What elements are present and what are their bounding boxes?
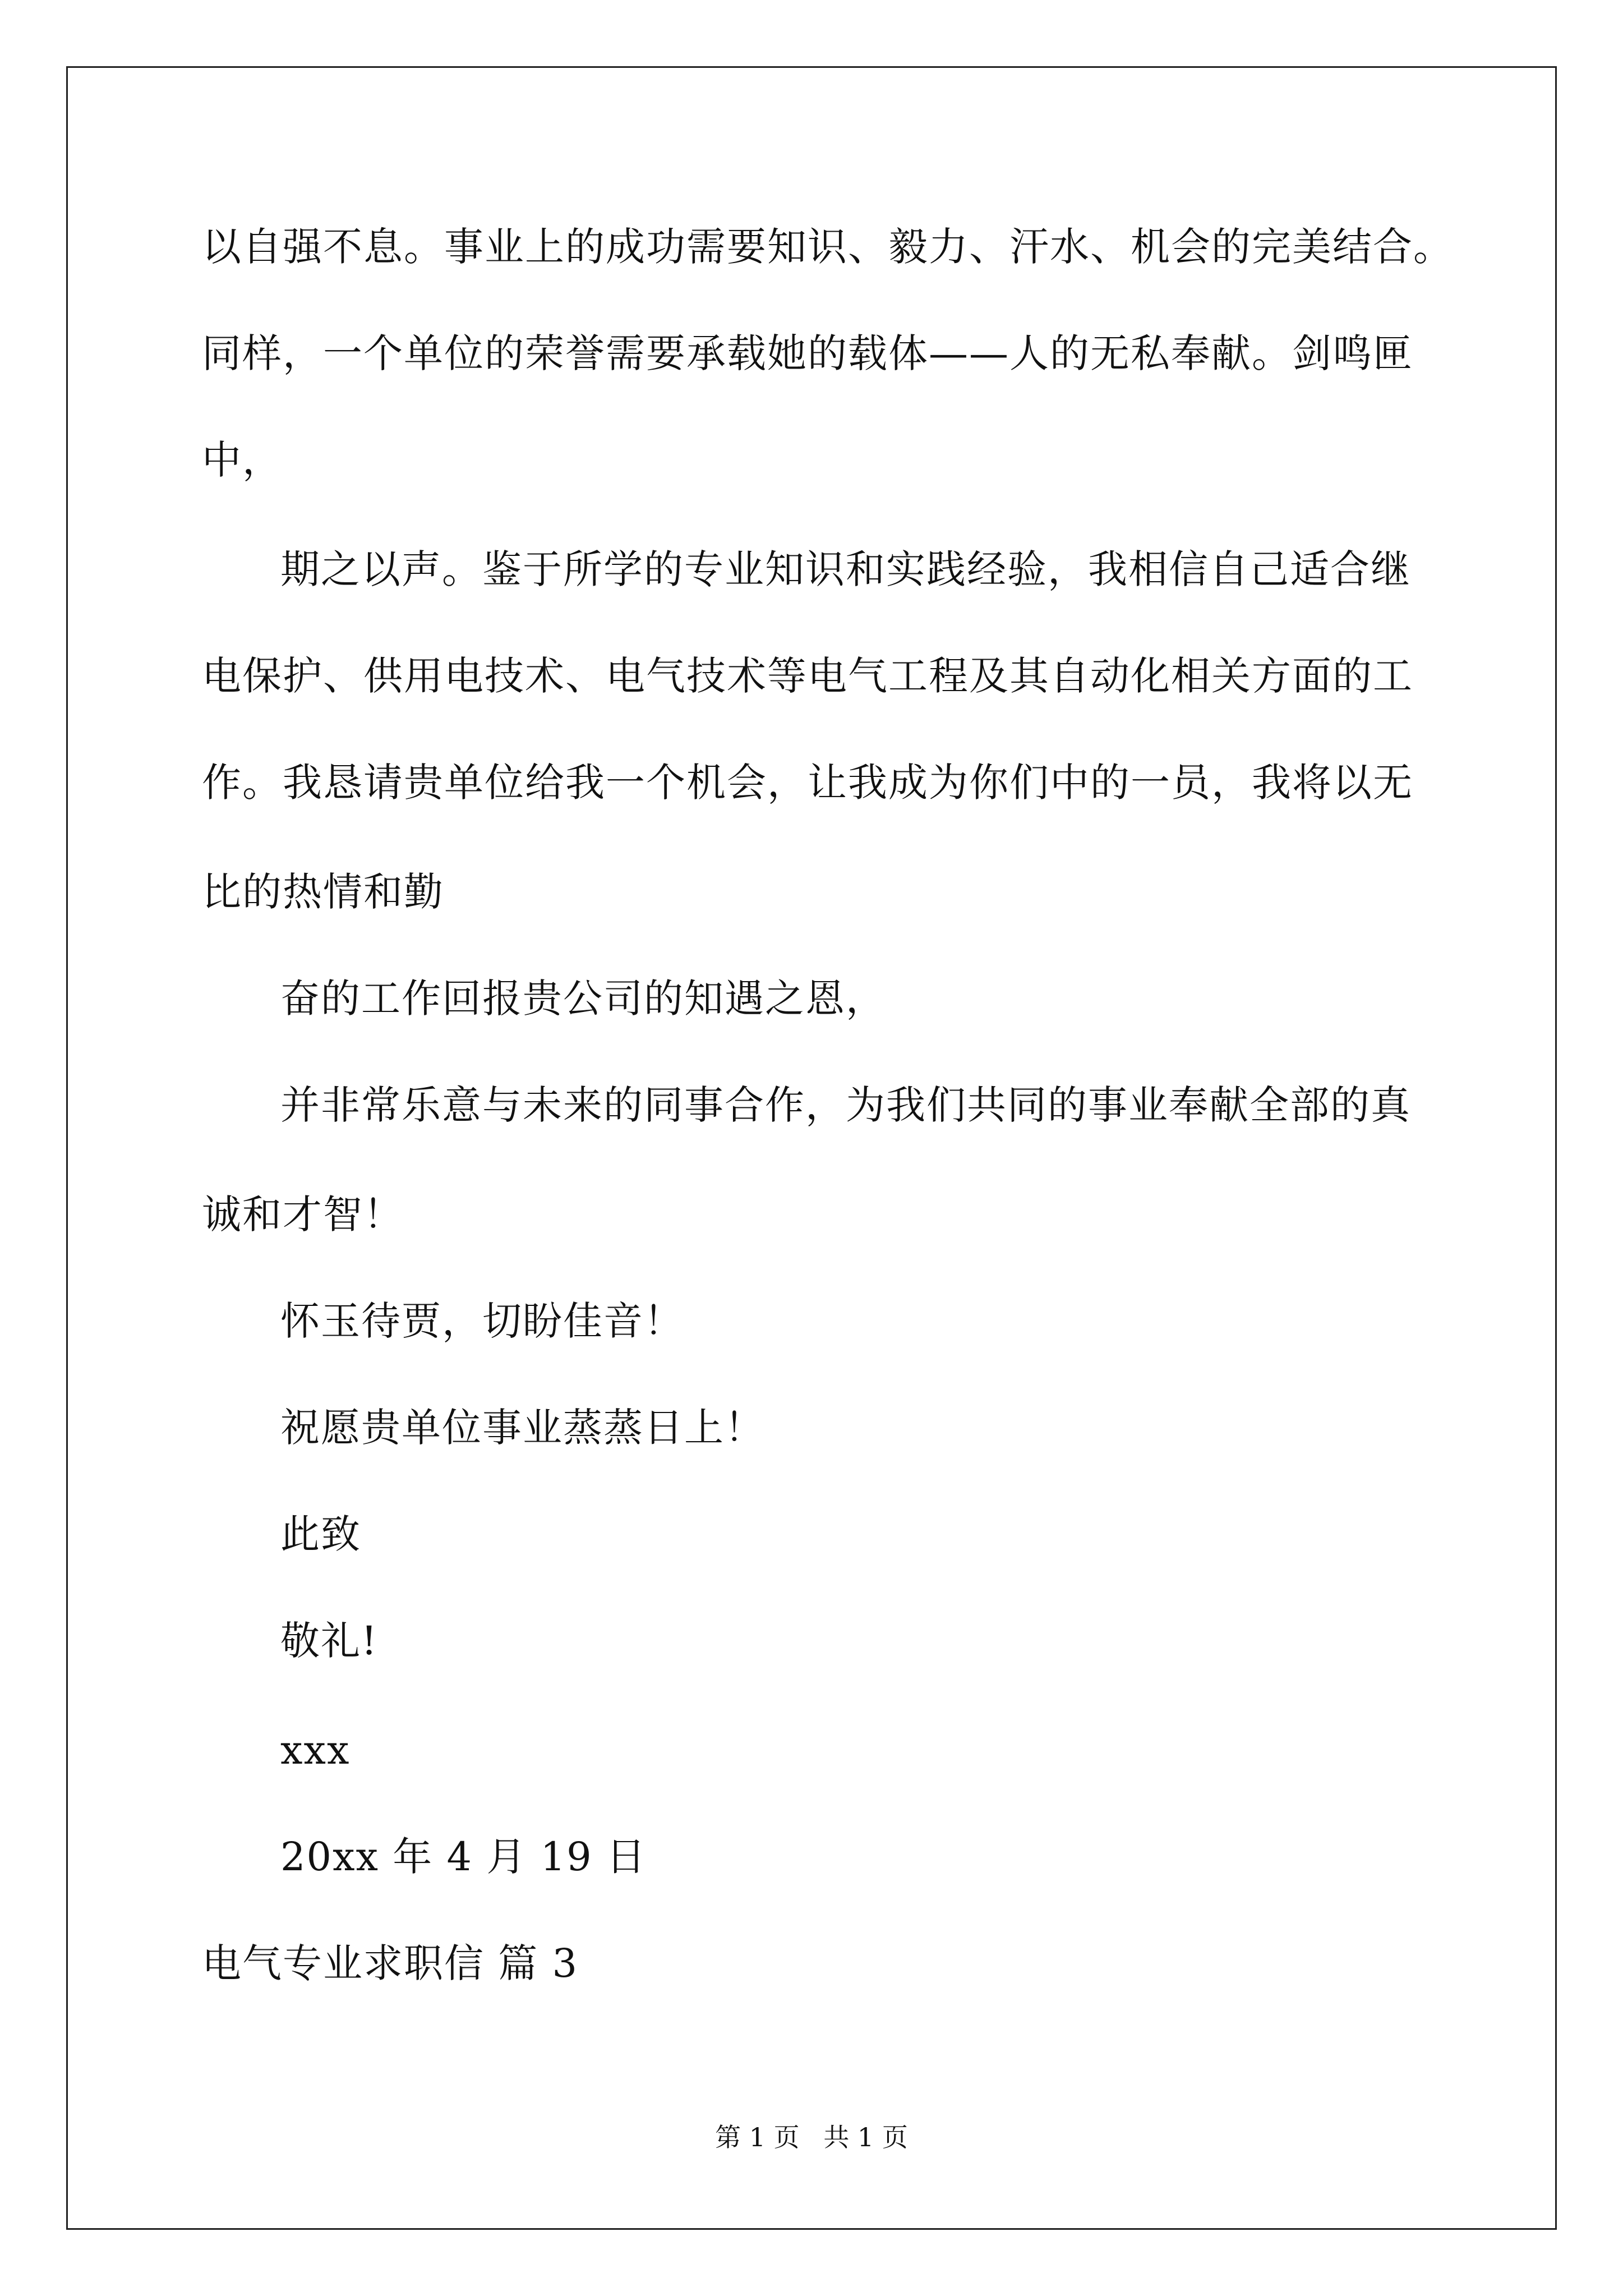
page-border [66,66,1557,2230]
page-number-current: 第 1 页 [715,2122,800,2152]
body-line: 中， [202,437,283,483]
body-line: 奋的工作回报贵公司的知遇之恩， [280,976,886,1022]
body-line: 比的热情和勤 [202,869,444,915]
signature-name: xxx [280,1727,351,1773]
body-line: 怀玉待贾，切盼佳音！ [280,1298,684,1344]
body-line: 电保护、供用电技术、电气技术等电气工程及其自动化相关方面的工 [202,653,1413,699]
body-line: 作。我恳请贵单位给我一个机会，让我成为你们中的一员，我将以无 [202,760,1413,806]
body-line: 同样，一个单位的荣誉需要承载她的载体——人的无私奉献。剑鸣匣 [202,330,1413,376]
body-line: 诚和才智！ [202,1191,404,1237]
salutation-line: 此致 [280,1511,361,1557]
body-line: 以自强不息。事业上的成功需要知识、毅力、汗水、机会的完美结合。 [202,224,1454,270]
body-line: 并非常乐意与未来的同事合作，为我们共同的事业奉献全部的真 [280,1082,1411,1128]
page-footer [0,2120,1623,2154]
page-number-total: 共 1 页 [823,2122,908,2152]
body-line: 期之以声。鉴于所学的专业知识和实践经验，我相信自己适合继 [280,546,1411,592]
signature-date: 20xx 年 4 月 19 日 [280,1834,647,1880]
body-line: 祝愿贵单位事业蒸蒸日上！ [280,1405,765,1451]
salutation-line: 敬礼! [280,1618,379,1664]
section-heading: 电气专业求职信 篇 3 [202,1940,579,1986]
